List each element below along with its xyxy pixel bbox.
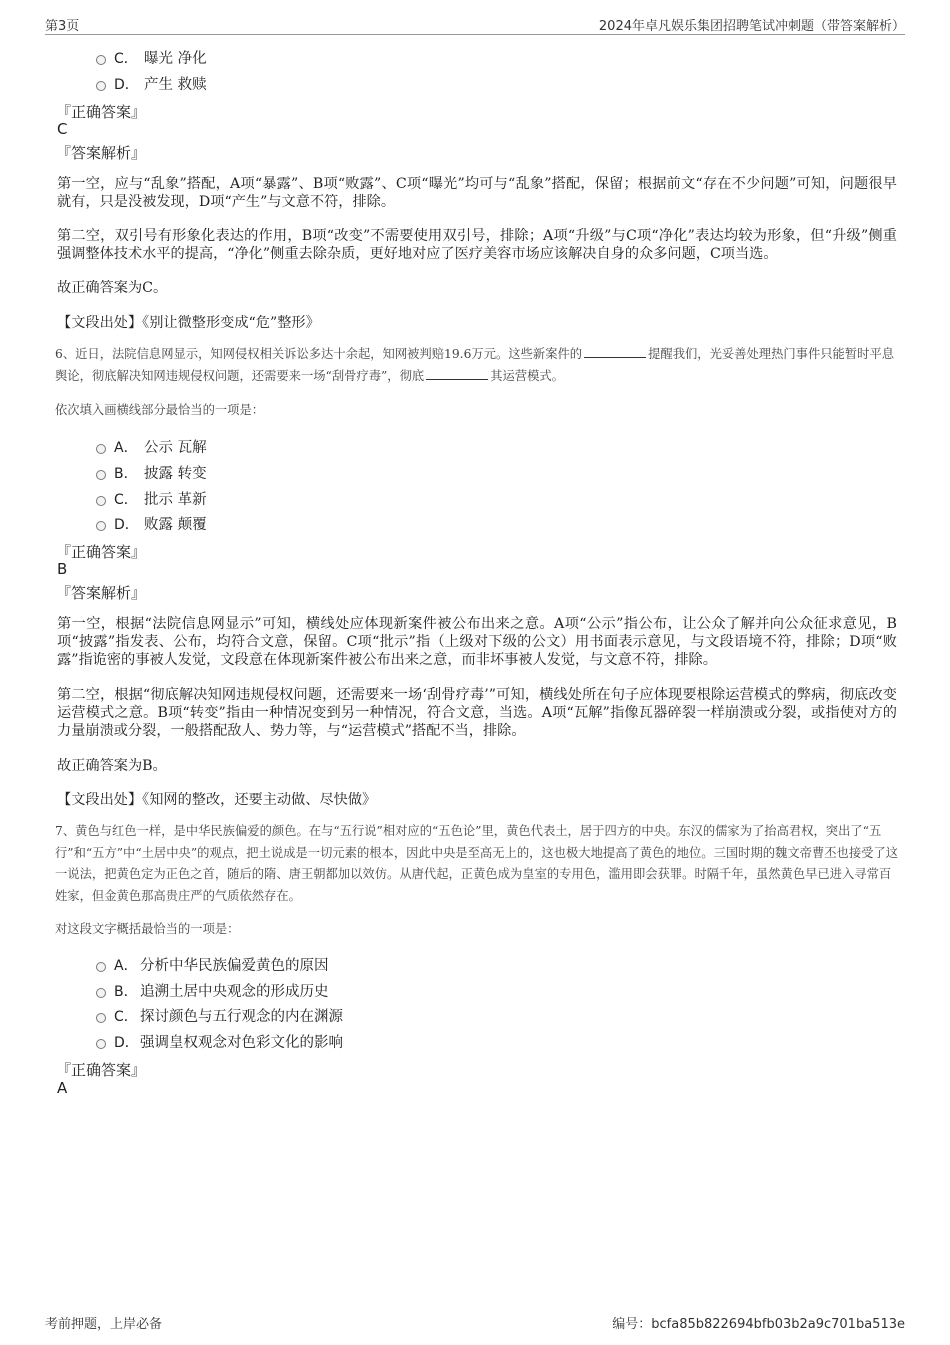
option-text: 批示 革新 (144, 492, 207, 508)
q5-analysis-paragraph-2: 第二空，双引号有形象化表达的作用，B项“改变”不需要使用双引号，排除；A项“升级”与C项“净化”表达均较为形象，但“升级”侧重强调整体技术水平的提高，“净化”侧重去除杂质，更好地对应了医疗美容市场应该解决自身的众多问题，C项当选。 (57, 228, 897, 262)
q6-option-b[interactable] (96, 462, 207, 484)
q5-analysis-conclusion: 故正确答案为C。 (57, 280, 168, 296)
q7-option-d[interactable] (96, 1031, 343, 1053)
fill-blank-1 (584, 344, 646, 358)
radio-icon[interactable] (96, 81, 106, 91)
q6-analysis-label: 『答案解析』 (56, 584, 147, 602)
q7-option-b[interactable] (96, 980, 329, 1002)
page-header (45, 14, 905, 35)
radio-icon[interactable] (96, 55, 106, 65)
q6-analysis-conclusion: 故正确答案为B。 (57, 758, 167, 774)
radio-icon[interactable] (96, 470, 106, 480)
q7-option-c[interactable] (96, 1005, 343, 1027)
q6-answer: B (57, 560, 68, 578)
option-letter: D． (114, 517, 139, 533)
radio-icon[interactable] (96, 1013, 106, 1023)
radio-icon[interactable] (96, 521, 106, 531)
q7-prompt: 对这段文字概括最恰当的一项是： (55, 922, 240, 936)
q6-answer-label: 『正确答案』 (56, 543, 147, 561)
option-letter: D． (114, 1035, 139, 1051)
option-letter: C． (114, 492, 138, 508)
code-value: bcfa85b822694bfb03b2a9c701ba513e (651, 1317, 905, 1332)
document-title: 2024年卓凡娱乐集团招聘笔试冲刺题（带答案解析） (598, 19, 905, 34)
q6-stem-part-1: 6、近日，法院信息网显示，知网侵权相关诉讼多达十余起，知网被判赔19.6万元。这些新案件的 (55, 347, 583, 361)
page-footer (45, 1313, 905, 1333)
q5-analysis-label: 『答案解析』 (56, 144, 147, 162)
q5-answer-label: 『正确答案』 (56, 103, 147, 121)
radio-icon[interactable] (96, 444, 106, 454)
q6-prompt: 依次填入画横线部分最恰当的一项是： (55, 403, 265, 417)
q7-answer: A (57, 1079, 68, 1097)
page-number: 第3页 (45, 19, 80, 34)
q6-stem (55, 344, 900, 387)
option-letter: A． (114, 440, 138, 456)
q6-option-c[interactable] (96, 488, 207, 510)
q6-option-a[interactable] (96, 436, 207, 458)
option-letter: B． (114, 466, 138, 482)
q6-option-d[interactable] (96, 513, 207, 535)
option-letter: B． (114, 984, 138, 1000)
option-text: 产生 救赎 (144, 77, 207, 93)
q7-option-a[interactable] (96, 954, 329, 976)
q5-option-c[interactable] (96, 47, 207, 69)
option-text: 败露 颠覆 (144, 517, 207, 533)
q7-stem: 7、黄色与红色一样，是中华民族偏爱的颜色。在与“五行说”相对应的“五色论”里，黄色代表土，居于四方的中央。东汉的儒家为了抬高君权，突出了“五行”和“五方”中“土居中央”的观点，把土说成是一切元素的根本，因此中央是至高无上的，这也极大地提高了黄色的地位。三国时期的魏文帝曹丕也接受了这一说法，把黄色定为正色之首，随后的隋、唐王朝都加以效仿。从唐代起，正黄色成为皇室的专用色，滥用即会获罪。时隔千年，虽然黄色早已进入寻常百姓家，但金黄色那高贵庄严的气质依然存在。 (55, 824, 899, 903)
q6-source: 【文段出处】《知网的整改，还要主动做、尽快做》 (57, 792, 377, 808)
option-letter: D． (114, 77, 139, 93)
radio-icon[interactable] (96, 962, 106, 972)
q7-answer-label: 『正确答案』 (56, 1061, 147, 1079)
radio-icon[interactable] (96, 1039, 106, 1049)
option-text: 公示 瓦解 (144, 440, 207, 456)
q5-option-d[interactable] (96, 73, 207, 95)
code-label: 编号： (612, 1317, 652, 1332)
footer-slogan: 考前押题，上岸必备 (45, 1317, 163, 1332)
option-text: 探讨颜色与五行观念的内在渊源 (140, 1009, 343, 1025)
radio-icon[interactable] (96, 988, 106, 998)
option-letter: A． (114, 958, 138, 974)
option-letter: C． (114, 1009, 138, 1025)
q5-source: 【文段出处】《别让微整形变成“危”整形》 (57, 315, 320, 331)
option-text: 曝光 净化 (144, 51, 207, 67)
radio-icon[interactable] (96, 496, 106, 506)
q5-answer: C (57, 120, 68, 138)
option-text: 分析中华民族偏爱黄色的原因 (140, 958, 329, 974)
option-text: 强调皇权观念对色彩文化的影响 (140, 1035, 343, 1051)
q5-analysis-paragraph-1: 第一空，应与“乱象”搭配，A项“暴露”、B项“败露”、C项“曝光”均可与“乱象”搭配，保留；根据前文“存在不少问题”可知，问题很早就有，只是没被发现，D项“产生”与文意不符，排除。 (57, 176, 897, 210)
q6-stem-part-3: 其运营模式。 (490, 368, 564, 383)
q6-stem-part-2: 提醒我们，光妥善处理热门事件只能暂时平息舆论，彻底解决知网违规侵权问题，还需要来一场“刮骨疗毒”，彻底 (55, 347, 895, 383)
q6-analysis-paragraph-1: 第一空，根据“法院信息网显示”可知，横线处应体现新案件被公布出来之意。A项“公示”指公布，让公众了解并向公众征求意见，B项“披露”指发表、公布，均符合文意，保留。C项“批示”指（上级对下级的公文）用书面表示意见，与文段语境不符，排除；D项“败露”指诡密的事被人发觉，文段意在体现新案件被公布出来之意，而非坏事被人发觉，与文意不符，排除。 (57, 616, 897, 668)
document-code (612, 1313, 905, 1332)
fill-blank-2 (426, 366, 488, 380)
option-text: 披露 转变 (144, 466, 207, 482)
option-letter: C． (114, 51, 138, 67)
q6-analysis-paragraph-2: 第二空，根据“彻底解决知网违规侵权问题，还需要来一场‘刮骨疗毒’”可知，横线处所在句子应体现要根除运营模式的弊病，彻底改变运营模式之意。B项“转变”指由一种情况变到另一种情况，符合文意，当选。A项“瓦解”指像瓦器碎裂一样崩溃或分裂，或指使对方的力量崩溃或分裂，一般搭配敌人、势力等，与“运营模式”搭配不当，排除。 (57, 687, 897, 739)
option-text: 追溯土居中央观念的形成历史 (140, 984, 329, 1000)
